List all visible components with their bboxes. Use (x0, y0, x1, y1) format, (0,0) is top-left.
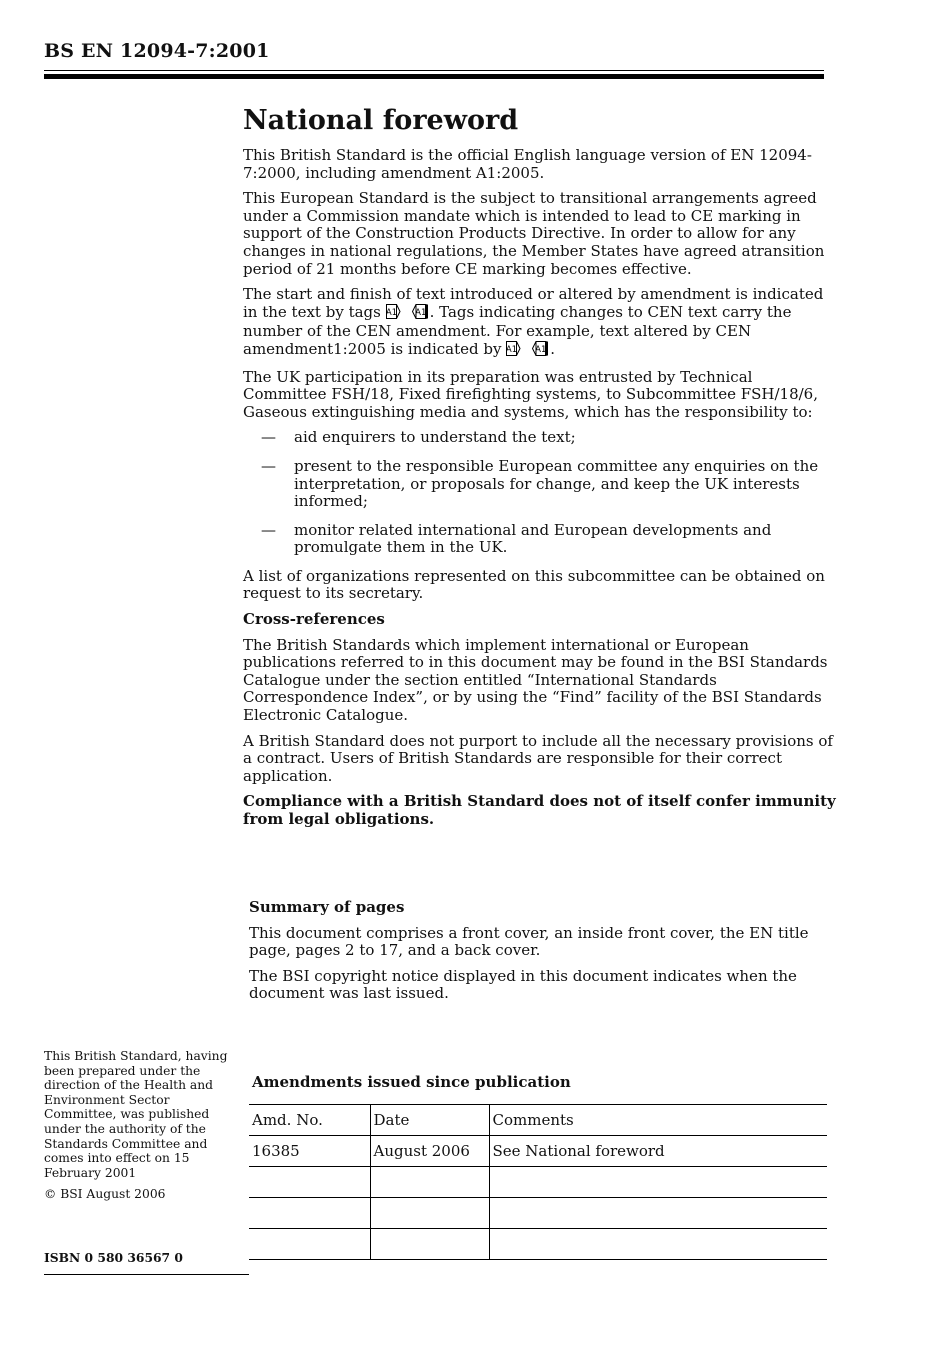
header-rule-thin (44, 70, 824, 71)
bullet-dash: — (261, 520, 276, 539)
isbn: ISBN 0 580 36567 0 (44, 1250, 183, 1265)
page-title: National foreword (243, 105, 519, 136)
foreword-paragraph-2: This European Standard is the subject to transitional arrangements agreed under a Commission mandate which is intended to lead to CE marking in support of the Construction Products Directive. In order to allow for any changes in national regulations, the Member States have agreed atransition period of 21 months before CE marking becomes effective. (243, 189, 825, 278)
table-cell (370, 1229, 489, 1260)
amendments-title: Amendments issued since publication (252, 1073, 571, 1091)
table-cell (370, 1167, 489, 1198)
list-item (243, 429, 840, 447)
summary-paragraph-2: The BSI copyright notice displayed in this document indicates when the document was last issued. (249, 966, 797, 1003)
bullet-dash: — (261, 456, 276, 475)
table-row (249, 1167, 827, 1198)
amendment-open-tag-example-icon (506, 341, 532, 361)
table-cell: See National foreword (489, 1136, 827, 1167)
close-tag-example-label: A1 (535, 344, 547, 355)
foreword-paragraph-1: This British Standard is the official English language version of EN 12094-7:2000, including amendment A1:2005. (243, 146, 812, 182)
table-row (249, 1198, 827, 1229)
foreword-paragraph-5: A list of organizations represented on this subcommittee can be obtained on request to its secretary. (243, 566, 825, 603)
amendment-open-tag-icon (386, 304, 412, 324)
amendments-table (249, 1104, 827, 1260)
table-cell (249, 1229, 370, 1260)
table-cell: August 2006 (370, 1136, 489, 1167)
close-tag-label: A1 (414, 307, 427, 318)
foreword-paragraph-4: The UK participation in its preparation was entrusted by Technical Committee FSH/18, Fixed firefighting systems, to Subcommittee FSH/18/6, Gaseous extinguishing media and systems, which has the responsibility to: (243, 367, 818, 421)
summary-of-pages-section (249, 899, 834, 1011)
amendment-close-tag-icon (412, 304, 430, 324)
table-header-row (249, 1105, 827, 1136)
table-cell (249, 1167, 370, 1198)
list-item (243, 458, 840, 511)
p3-part-3: . (550, 339, 555, 358)
list-item-text: aid enquirers to understand the text; (294, 428, 576, 447)
responsibility-list (243, 429, 840, 557)
compliance-statement: Compliance with a British Standard does not of itself confer immunity from legal obligations. (243, 792, 836, 828)
publication-note-text: This British Standard, having been prepared under the direction of the Health and Environment Sector Committee, was published under the authority of the Standards Committee and comes into effect on 15 February 2001 (44, 1049, 228, 1180)
foreword-paragraph-7: A British Standard does not purport to include all the necessary provisions of a contract. Users of British Standards are responsible for their correct application. (243, 731, 833, 785)
list-item-text: present to the responsible European committee any enquiries on the interpretation, or proposals for change, and keep the UK interests informed; (294, 456, 819, 511)
list-item (243, 522, 840, 557)
table-cell: 16385 (249, 1136, 370, 1167)
p3-part-1: The start and finish of text introduced or altered by amendment is indicated in the text by tags (243, 285, 824, 321)
summary-paragraph-1: This document comprises a front cover, an inside front cover, the EN title page, pages 2 to 17, and a back cover. (249, 923, 809, 960)
cross-references-heading: Cross-references (243, 610, 385, 629)
footer-rule-left (44, 1274, 249, 1275)
summary-heading: Summary of pages (249, 898, 405, 916)
table-row (249, 1229, 827, 1260)
list-item-text: monitor related international and European developments and promulgate them in the UK. (294, 520, 772, 557)
open-tag-label: A1 (385, 307, 397, 318)
header-rule-thick (44, 74, 824, 79)
open-tag-example-label: A1 (506, 344, 518, 355)
foreword-paragraph-3 (243, 286, 840, 360)
amendment-close-tag-example-icon (532, 341, 550, 361)
table-cell (249, 1198, 370, 1229)
p3-part-2: . Tags indicating changes to CEN text carry the number of the CEN amendment. For example, text altered by CEN amendment1:2005 is indicated by (243, 302, 792, 358)
column-header-comments: Comments (489, 1105, 827, 1136)
column-header-amd-no: Amd. No. (249, 1105, 370, 1136)
table-cell (489, 1229, 827, 1260)
table-cell (370, 1198, 489, 1229)
foreword-paragraph-6: The British Standards which implement international or European publications referred to in this document may be found in the BSI Standards Catalogue under the section entitled “International Standards Correspondence Index”, or by using the “Find” facility of the BSI Standards Electronic Catalogue. (243, 635, 828, 725)
publication-note (44, 1049, 234, 1180)
table-cell (489, 1167, 827, 1198)
column-header-date: Date (370, 1105, 489, 1136)
copyright-notice: © BSI August 2006 (44, 1187, 166, 1201)
bullet-dash: — (261, 428, 276, 447)
national-foreword-section (243, 105, 840, 837)
table-row (249, 1136, 827, 1167)
table-cell (489, 1198, 827, 1229)
document-id-header: BS EN 12094-7:2001 (44, 40, 270, 62)
